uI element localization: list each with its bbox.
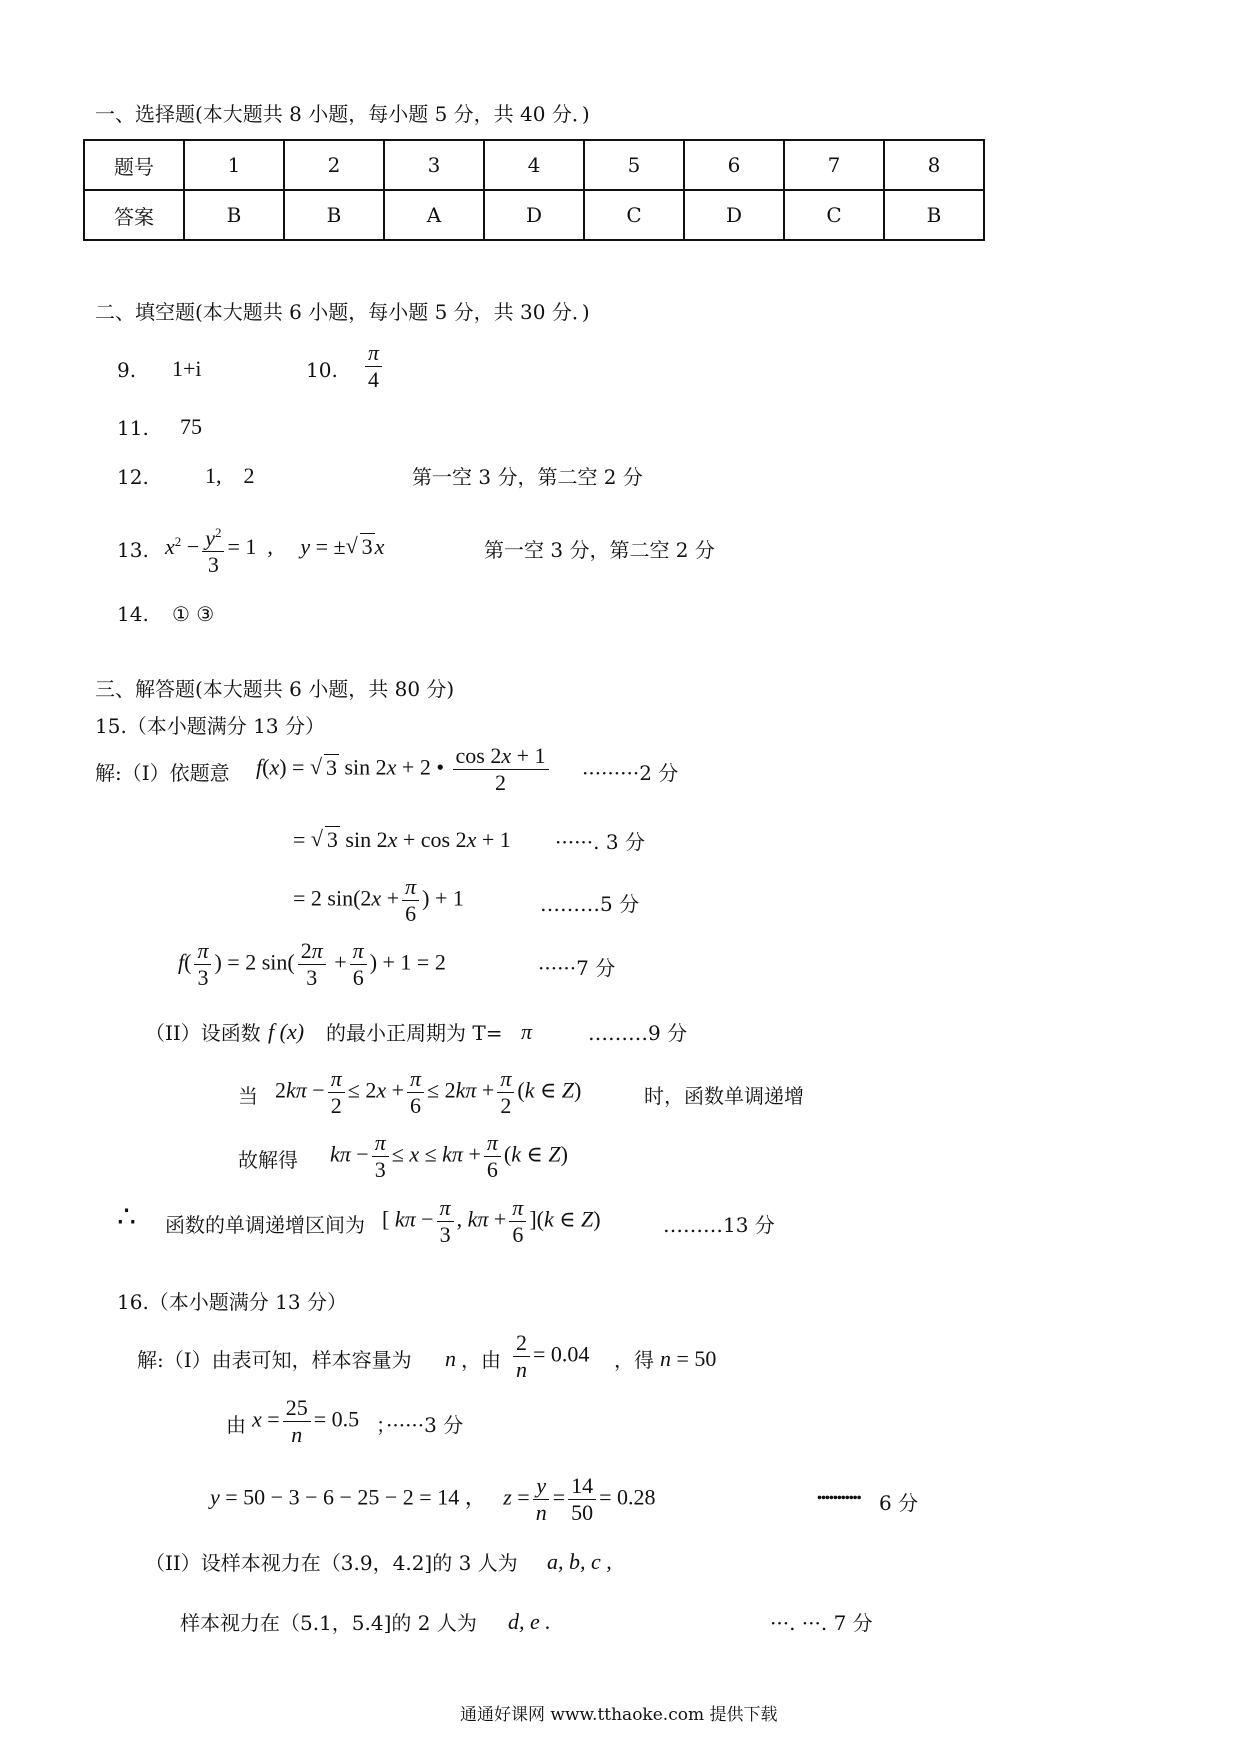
p15-line2-score: ······. 3 分 (555, 830, 645, 854)
table-cell: 4 (484, 140, 584, 190)
table-header-cell: 题号 (84, 140, 184, 190)
section1-title: 一、选择题(本大题共 8 小题，每小题 5 分，共 40 分．) (95, 102, 590, 126)
table-cell: 1 (184, 140, 284, 190)
p16-line2-score: ；······3 分 (376, 1413, 464, 1437)
table-cell: B (184, 190, 284, 240)
q12-score-note: 第一空 3 分，第二空 2 分 (412, 465, 643, 489)
p16-line1-n: n (445, 1346, 456, 1371)
p15-line1-prefix: 解:（I）依题意 (95, 761, 230, 785)
table-cell: B (884, 190, 984, 240)
problem16-title: 16.（本小题满分 13 分） (117, 1290, 347, 1314)
p15-line1-score: ·········2 分 (582, 761, 679, 785)
p15-line3-formula: = 2 sin(2x + $\frac{\pi}{6}$ ) + 1 (293, 874, 464, 926)
q11-number: 11. (117, 416, 149, 440)
answer-table (83, 139, 985, 241)
q10-number: 10. (306, 358, 338, 382)
therefore-symbol: ∴ (117, 1200, 137, 1235)
p15-line3-score: ………5 分 (540, 892, 640, 916)
table-cell: C (784, 190, 884, 240)
p16-line1-mid: ，由 (461, 1348, 501, 1372)
p15-line1-formula: f(x) = √ 3 sin 2x + 2 • $\frac{\cos 2x + 1}{2}$ (256, 743, 552, 796)
q14-number: 14. (117, 602, 149, 626)
p15-line4-formula: f( $\frac{\pi}{3}$ ) = 2 sin( $\frac{2\pi}{3}$ + $\frac{\pi}{6}$ ) + 1 = 2 (178, 938, 446, 990)
q10-numerator: π (365, 340, 382, 367)
p15-line8-formula: [ kπ − $\frac{\pi}{3}$ , kπ + $\frac{\pi}{6}$ ](k ∈ Z) (382, 1195, 601, 1247)
p15-line5-prefix: （II）设函数 (145, 1021, 261, 1045)
p16-line3-dots: ........... (816, 1480, 860, 1504)
table-cell: B (284, 190, 384, 240)
p16-line2-prefix: 由 (226, 1413, 246, 1437)
table-cell: D (684, 190, 784, 240)
p15-line6-prefix: 当 (238, 1084, 258, 1108)
p16-line1-mid2: ，得 (614, 1348, 654, 1372)
table-cell: 6 (684, 140, 784, 190)
q13-number: 13. (117, 538, 149, 562)
p16-line4-prefix: （II）设样本视力在（3.9，4.2]的 3 人为 (145, 1551, 518, 1575)
p15-line6-suffix: 时，函数单调递增 (644, 1084, 804, 1108)
table-cell: D (484, 190, 584, 240)
table-header-cell: 答案 (84, 190, 184, 240)
q9-answer: 1+i (172, 356, 202, 381)
table-row (84, 140, 984, 190)
p15-line4-score: ······7 分 (538, 956, 616, 980)
footer-text: 通通好课网 www.tthaoke.com 提供下载 (460, 1705, 778, 1725)
p16-line2-formula: x = $\frac{25}{n}$ = 0.5 (252, 1395, 360, 1447)
p15-line5-function: f (x) (268, 1019, 305, 1044)
table-cell: 3 (384, 140, 484, 190)
table-cell: A (384, 190, 484, 240)
p15-line5-period: π (521, 1019, 533, 1044)
p15-line6-formula: 2kπ − $\frac{\pi}{2}$ ≤ 2x + $\frac{\pi}{6}$ ≤ 2kπ + $\frac{\pi}{2}$ (k ∈ Z) (275, 1066, 582, 1118)
table-cell: 5 (584, 140, 684, 190)
q13-answer: $x^2$ − $\frac{y^2}{3}$ = 1 , y = ± √ 3x (165, 520, 384, 578)
p16-line5-prefix: 样本视力在（5.1，5.4]的 2 人为 (180, 1611, 477, 1635)
p15-line5-mid: 的最小正周期为 T= (326, 1021, 503, 1045)
q10-denominator: 4 (368, 367, 380, 392)
p15-line8-score: ………13 分 (663, 1213, 775, 1237)
section2-title: 二、填空题(本大题共 6 小题，每小题 5 分，共 30 分．) (95, 300, 590, 324)
q14-answer: ① ③ (172, 602, 215, 626)
table-cell: C (584, 190, 684, 240)
q12-number: 12. (117, 465, 149, 489)
p15-line5-score: ………9 分 (588, 1021, 688, 1045)
table-cell: 8 (884, 140, 984, 190)
p15-line7-prefix: 故解得 (238, 1148, 298, 1172)
p16-line3-formula: y = 50 − 3 − 6 − 25 − 2 = 14 ， z = $\frac{y}{n}$ = $\frac{14}{50}$ = 0.28 (210, 1473, 656, 1525)
q9-number: 9. (117, 358, 137, 382)
p15-line8-prefix: 函数的单调递增区间为 (165, 1213, 365, 1237)
table-row (84, 190, 984, 240)
section3-title: 三、解答题(本大题共 6 小题，共 80 分) (95, 677, 455, 701)
p15-line2-formula: = √ 3 sin 2x + cos 2x + 1 (293, 826, 511, 852)
p16-line3-score: 6 分 (879, 1491, 919, 1515)
p16-line1-formula: $\frac{2}{n}$ = 0.04 (510, 1330, 589, 1383)
p16-line1-result: n = 50 (660, 1346, 717, 1371)
q11-answer: 75 (180, 414, 202, 439)
p16-line4-vars: a, b, c , (547, 1549, 612, 1574)
p16-line1-prefix: 解:（I）由表可知，样本容量为 (137, 1348, 412, 1372)
problem15-title: 15.（本小题满分 13 分） (95, 714, 325, 738)
table-cell: 7 (784, 140, 884, 190)
table-cell: 2 (284, 140, 384, 190)
p16-line5-score: ···. ···. 7 分 (770, 1611, 873, 1635)
q13-score-note: 第一空 3 分，第二空 2 分 (484, 538, 715, 562)
p15-line7-formula: kπ − $\frac{\pi}{3}$ ≤ x ≤ kπ + $\frac{\pi}{6}$ (k ∈ Z) (330, 1130, 568, 1182)
q12-answer: 1, 2 (205, 463, 255, 488)
q10-answer (362, 340, 385, 393)
p16-line5-vars: d, e . (508, 1609, 551, 1634)
